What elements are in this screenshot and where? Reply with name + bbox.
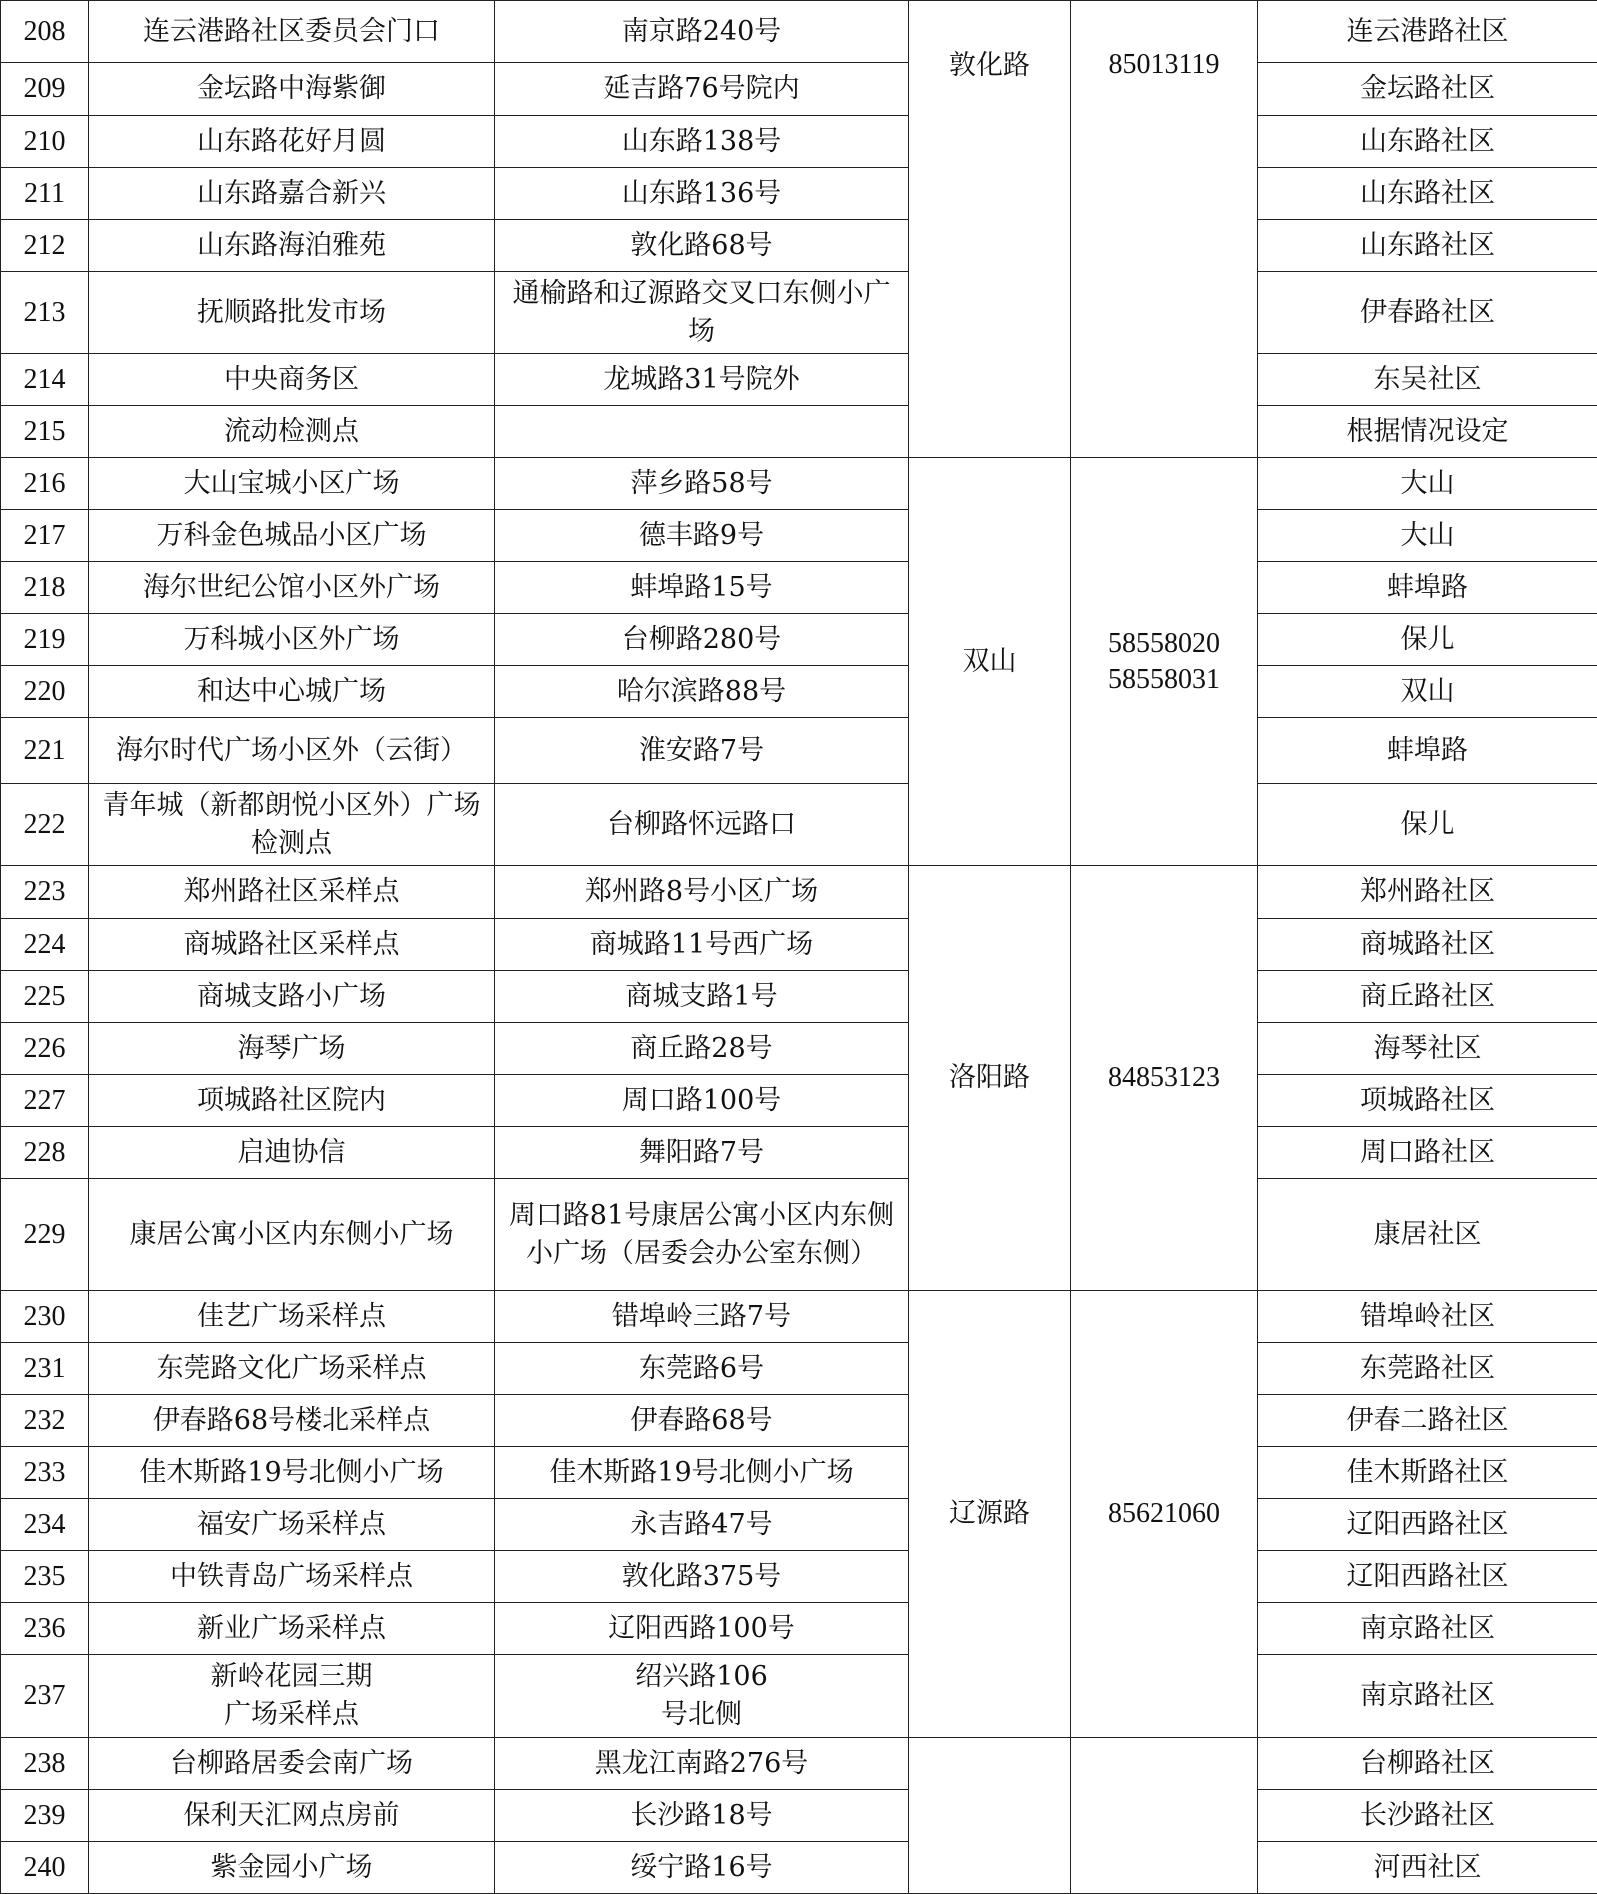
site-name: 康居公寓小区内东侧小广场 xyxy=(89,1179,495,1291)
row-number: 228 xyxy=(1,1127,89,1179)
row-number: 227 xyxy=(1,1075,89,1127)
table-row xyxy=(1,1551,1597,1603)
table-row xyxy=(1,614,1597,666)
row-number: 219 xyxy=(1,614,89,666)
site-address: 长沙路18号 xyxy=(495,1790,909,1842)
community-name: 台柳路社区 xyxy=(1258,1738,1597,1790)
table-row xyxy=(1,971,1597,1023)
community-name: 项城路社区 xyxy=(1258,1075,1597,1127)
table-row xyxy=(1,784,1597,866)
site-name: 中央商务区 xyxy=(89,354,495,406)
row-number: 230 xyxy=(1,1291,89,1343)
site-address: 哈尔滨路88号 xyxy=(495,666,909,718)
site-address: 淮安路7号 xyxy=(495,718,909,784)
row-number: 236 xyxy=(1,1603,89,1655)
table-row xyxy=(1,1499,1597,1551)
site-name: 新岭花园三期广场采样点 xyxy=(89,1655,495,1738)
site-address: 周口路81号康居公寓小区内东侧小广场（居委会办公室东侧） xyxy=(495,1179,909,1291)
site-name: 海尔时代广场小区外（云街） xyxy=(89,718,495,784)
community-name: 双山 xyxy=(1258,666,1597,718)
community-name: 保儿 xyxy=(1258,614,1597,666)
row-number: 209 xyxy=(1,63,89,116)
row-number: 231 xyxy=(1,1343,89,1395)
community-name: 山东路社区 xyxy=(1258,220,1597,272)
site-address: 绥宁路16号 xyxy=(495,1842,909,1894)
row-number: 213 xyxy=(1,272,89,354)
table-row xyxy=(1,1291,1597,1343)
site-address: 黑龙江南路276号 xyxy=(495,1738,909,1790)
site-address: 萍乡路58号 xyxy=(495,458,909,510)
street-name: 敦化路 xyxy=(909,1,1071,458)
row-number: 221 xyxy=(1,718,89,784)
community-name: 南京路社区 xyxy=(1258,1655,1597,1738)
row-number: 208 xyxy=(1,1,89,63)
site-name: 项城路社区院内 xyxy=(89,1075,495,1127)
community-name: 康居社区 xyxy=(1258,1179,1597,1291)
community-name: 河西社区 xyxy=(1258,1842,1597,1894)
community-name: 海琴社区 xyxy=(1258,1023,1597,1075)
site-name: 启迪协信 xyxy=(89,1127,495,1179)
site-address: 永吉路47号 xyxy=(495,1499,909,1551)
table-row xyxy=(1,1447,1597,1499)
table-row xyxy=(1,354,1597,406)
site-name: 连云港路社区委员会门口 xyxy=(89,1,495,63)
row-number: 218 xyxy=(1,562,89,614)
table-row xyxy=(1,458,1597,510)
contact-phone xyxy=(1071,1738,1258,1894)
site-name: 山东路嘉合新兴 xyxy=(89,168,495,220)
community-name: 金坛路社区 xyxy=(1258,63,1597,116)
row-number: 225 xyxy=(1,971,89,1023)
row-number: 215 xyxy=(1,406,89,458)
table-row xyxy=(1,718,1597,784)
site-address: 错埠岭三路7号 xyxy=(495,1291,909,1343)
site-name: 海尔世纪公馆小区外广场 xyxy=(89,562,495,614)
site-name: 流动检测点 xyxy=(89,406,495,458)
site-address: 通榆路和辽源路交叉口东侧小广场 xyxy=(495,272,909,354)
row-number: 211 xyxy=(1,168,89,220)
site-name: 商城支路小广场 xyxy=(89,971,495,1023)
community-name: 商城路社区 xyxy=(1258,919,1597,971)
table-row xyxy=(1,63,1597,116)
row-number: 212 xyxy=(1,220,89,272)
site-name: 青年城（新都朗悦小区外）广场检测点 xyxy=(89,784,495,866)
site-address: 蚌埠路15号 xyxy=(495,562,909,614)
site-name: 商城路社区采样点 xyxy=(89,919,495,971)
community-name: 蚌埠路 xyxy=(1258,562,1597,614)
site-name: 台柳路居委会南广场 xyxy=(89,1738,495,1790)
table-row xyxy=(1,666,1597,718)
site-address: 商丘路28号 xyxy=(495,1023,909,1075)
site-address: 台柳路怀远路口 xyxy=(495,784,909,866)
table-row xyxy=(1,919,1597,971)
community-name: 郑州路社区 xyxy=(1258,866,1597,919)
table-row xyxy=(1,1179,1597,1291)
table-row xyxy=(1,562,1597,614)
table-row xyxy=(1,168,1597,220)
table-row xyxy=(1,1343,1597,1395)
community-name: 大山 xyxy=(1258,458,1597,510)
site-address: 德丰路9号 xyxy=(495,510,909,562)
row-number: 239 xyxy=(1,1790,89,1842)
contact-phone xyxy=(1071,458,1258,866)
site-name: 佳艺广场采样点 xyxy=(89,1291,495,1343)
row-number: 222 xyxy=(1,784,89,866)
site-name: 中铁青岛广场采样点 xyxy=(89,1551,495,1603)
row-number: 226 xyxy=(1,1023,89,1075)
row-number: 232 xyxy=(1,1395,89,1447)
site-address: 敦化路68号 xyxy=(495,220,909,272)
table-row xyxy=(1,1,1597,63)
site-name: 保利天汇网点房前 xyxy=(89,1790,495,1842)
table-row xyxy=(1,1127,1597,1179)
site-address: 辽阳西路100号 xyxy=(495,1603,909,1655)
table-row xyxy=(1,1023,1597,1075)
street-name: 洛阳路 xyxy=(909,866,1071,1291)
site-name: 东莞路文化广场采样点 xyxy=(89,1343,495,1395)
site-address: 伊春路68号 xyxy=(495,1395,909,1447)
community-name: 根据情况设定 xyxy=(1258,406,1597,458)
table-row xyxy=(1,866,1597,919)
row-number: 216 xyxy=(1,458,89,510)
table-row xyxy=(1,1075,1597,1127)
table-row xyxy=(1,1655,1597,1738)
community-name: 东吴社区 xyxy=(1258,354,1597,406)
site-name: 新业广场采样点 xyxy=(89,1603,495,1655)
site-name: 郑州路社区采样点 xyxy=(89,866,495,919)
community-name: 周口路社区 xyxy=(1258,1127,1597,1179)
table-row xyxy=(1,1790,1597,1842)
phone-number: 58558020 xyxy=(1077,626,1251,662)
site-address: 商城支路1号 xyxy=(495,971,909,1023)
community-name: 山东路社区 xyxy=(1258,168,1597,220)
site-name: 紫金园小广场 xyxy=(89,1842,495,1894)
community-name: 长沙路社区 xyxy=(1258,1790,1597,1842)
site-address: 敦化路375号 xyxy=(495,1551,909,1603)
community-name: 蚌埠路 xyxy=(1258,718,1597,784)
site-name: 金坛路中海紫御 xyxy=(89,63,495,116)
row-number: 217 xyxy=(1,510,89,562)
community-name: 南京路社区 xyxy=(1258,1603,1597,1655)
row-number: 229 xyxy=(1,1179,89,1291)
site-name: 佳木斯路19号北侧小广场 xyxy=(89,1447,495,1499)
site-name: 抚顺路批发市场 xyxy=(89,272,495,354)
table-row xyxy=(1,116,1597,168)
site-name: 伊春路68号楼北采样点 xyxy=(89,1395,495,1447)
community-name: 佳木斯路社区 xyxy=(1258,1447,1597,1499)
community-name: 错埠岭社区 xyxy=(1258,1291,1597,1343)
row-number: 237 xyxy=(1,1655,89,1738)
site-address: 山东路138号 xyxy=(495,116,909,168)
row-number: 235 xyxy=(1,1551,89,1603)
site-name: 海琴广场 xyxy=(89,1023,495,1075)
site-address: 东莞路6号 xyxy=(495,1343,909,1395)
community-name: 保儿 xyxy=(1258,784,1597,866)
row-number: 233 xyxy=(1,1447,89,1499)
community-name: 连云港路社区 xyxy=(1258,1,1597,63)
phone-number: 58558031 xyxy=(1077,662,1251,698)
community-name: 东莞路社区 xyxy=(1258,1343,1597,1395)
community-name: 山东路社区 xyxy=(1258,116,1597,168)
site-address: 周口路100号 xyxy=(495,1075,909,1127)
site-address: 龙城路31号院外 xyxy=(495,354,909,406)
community-name: 伊春二路社区 xyxy=(1258,1395,1597,1447)
row-number: 234 xyxy=(1,1499,89,1551)
site-address: 佳木斯路19号北侧小广场 xyxy=(495,1447,909,1499)
table-row xyxy=(1,1395,1597,1447)
site-name: 和达中心城广场 xyxy=(89,666,495,718)
table-row xyxy=(1,1842,1597,1894)
row-number: 210 xyxy=(1,116,89,168)
street-name xyxy=(909,1738,1071,1894)
street-name: 辽源路 xyxy=(909,1291,1071,1738)
site-name: 福安广场采样点 xyxy=(89,1499,495,1551)
site-name: 万科金色城品小区广场 xyxy=(89,510,495,562)
table-row xyxy=(1,1738,1597,1790)
row-number: 220 xyxy=(1,666,89,718)
contact-phone xyxy=(1071,1291,1258,1738)
table-row xyxy=(1,220,1597,272)
site-address: 郑州路8号小区广场 xyxy=(495,866,909,919)
site-name: 大山宝城小区广场 xyxy=(89,458,495,510)
community-name: 大山 xyxy=(1258,510,1597,562)
contact-phone xyxy=(1071,1,1258,458)
site-name: 山东路花好月圆 xyxy=(89,116,495,168)
table-row xyxy=(1,272,1597,354)
site-address xyxy=(495,406,909,458)
site-address: 绍兴路106号北侧 xyxy=(495,1655,909,1738)
table-row xyxy=(1,1603,1597,1655)
row-number: 238 xyxy=(1,1738,89,1790)
site-name: 万科城小区外广场 xyxy=(89,614,495,666)
community-name: 辽阳西路社区 xyxy=(1258,1551,1597,1603)
site-name: 山东路海泊雅苑 xyxy=(89,220,495,272)
site-address: 舞阳路7号 xyxy=(495,1127,909,1179)
site-address: 台柳路280号 xyxy=(495,614,909,666)
community-name: 辽阳西路社区 xyxy=(1258,1499,1597,1551)
community-name: 伊春路社区 xyxy=(1258,272,1597,354)
row-number: 214 xyxy=(1,354,89,406)
site-address: 南京路240号 xyxy=(495,1,909,63)
phone-number: 85013119 xyxy=(1077,47,1251,83)
phone-number: 85621060 xyxy=(1077,1496,1251,1532)
site-address: 商城路11号西广场 xyxy=(495,919,909,971)
community-name: 商丘路社区 xyxy=(1258,971,1597,1023)
phone-number: 84853123 xyxy=(1077,1060,1251,1096)
site-address: 延吉路76号院内 xyxy=(495,63,909,116)
contact-phone xyxy=(1071,866,1258,1291)
row-number: 240 xyxy=(1,1842,89,1894)
row-number: 224 xyxy=(1,919,89,971)
table-row xyxy=(1,510,1597,562)
street-name: 双山 xyxy=(909,458,1071,866)
site-address: 山东路136号 xyxy=(495,168,909,220)
table-row xyxy=(1,406,1597,458)
row-number: 223 xyxy=(1,866,89,919)
